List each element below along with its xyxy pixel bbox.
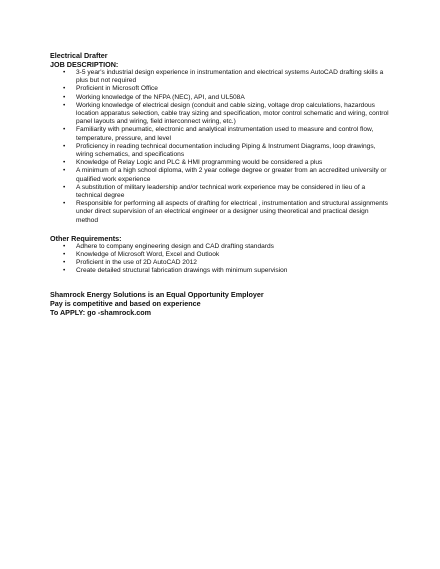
list-item-text: Knowledge of Microsoft Word, Excel and Outlook [76, 251, 220, 259]
bullet-icon: • [63, 200, 66, 208]
bullet-icon: • [63, 242, 66, 250]
document-page [50, 51, 390, 318]
bullet-icon: • [63, 101, 66, 109]
list-item [50, 243, 390, 251]
job-description-heading: JOB DESCRIPTION: [50, 60, 119, 69]
other-requirements-list [50, 243, 390, 276]
list-item [50, 143, 390, 159]
list-item [50, 69, 390, 85]
document-title: Electrical Drafter [50, 51, 108, 60]
list-item [50, 94, 390, 102]
list-item [50, 184, 390, 200]
other-requirements-heading: Other Requirements: [50, 233, 122, 243]
list-item-text: Familiarity with pneumatic, electronic and analytical instrumentation used to measure and control flow, temperature, pressure, and level [76, 126, 374, 142]
bullet-icon: • [63, 159, 66, 167]
job-description-list [50, 69, 390, 225]
list-item-text: Create detailed structural fabrication drawings with minimum supervision [76, 267, 288, 275]
apply-statement: To APPLY: go -shamrock.com [50, 308, 152, 318]
pay-statement: Pay is competitive and based on experience [50, 299, 201, 309]
list-item [50, 267, 390, 275]
list-item [50, 85, 390, 93]
list-item [50, 251, 390, 259]
spacer [50, 276, 390, 290]
bullet-icon: • [63, 167, 66, 175]
bullet-icon: • [63, 93, 66, 101]
bullet-icon: • [63, 69, 66, 76]
spacer [50, 225, 390, 234]
bullet-icon: • [63, 259, 66, 267]
list-item [50, 159, 390, 167]
list-item [50, 200, 390, 225]
list-item [50, 102, 390, 127]
list-item [50, 167, 390, 183]
list-item-text: Proficiency in reading technical documentation including Piping & Instrument Diagrams, loop drawings, wiring schematics, and specifications [76, 142, 376, 159]
list-item-text: Responsible for performing all aspects of drafting for electrical , instrumentation and structural assignments under direct supervision of an electrical engineer or a designer using theoretical and practical design method [76, 200, 388, 224]
list-item-text: Proficient in the use of 2D AutoCAD 2012 [76, 259, 197, 267]
equal-opportunity-statement: Shamrock Energy Solutions is an Equal Opportunity Employer [50, 289, 264, 299]
list-item-text: Knowledge of Relay Logic and PLC & HMI programming would be considered a plus [76, 159, 323, 167]
bullet-icon: • [63, 183, 66, 191]
list-item [50, 259, 390, 267]
list-item-text: Working knowledge of electrical design (conduit and cable sizing, voltage drop calculations, hazardous location apparatus selection, cable tray sizing and specification, motor control schematic and wiring, control panel layouts and wiring, field interconnect wiring, etc.) [76, 101, 389, 126]
list-item-text: Proficient in Microsoft Office [76, 85, 158, 93]
list-item-text: 3-5 year's industrial design experience in instrumentation and electrical systems AutoCAD drafting skills a plus but not required [76, 69, 384, 85]
list-item-text: Adhere to company engineering design and CAD drafting standards [76, 242, 274, 250]
bullet-icon: • [63, 126, 66, 134]
list-item-text: Working knowledge of the NFPA (NEC), API, and UL508A [76, 93, 245, 101]
bullet-icon: • [63, 251, 66, 259]
list-item [50, 126, 390, 142]
list-item-text: A minimum of a high school diploma, with 2 year college degree or greater from an accredited university or qualified work experience [76, 167, 387, 183]
bullet-icon: • [63, 85, 66, 93]
list-item-text: A substitution of military leadership and/or technical work experience may be considered in lieu of a technical degree [76, 183, 366, 200]
bullet-icon: • [63, 267, 66, 275]
bullet-icon: • [63, 142, 66, 150]
